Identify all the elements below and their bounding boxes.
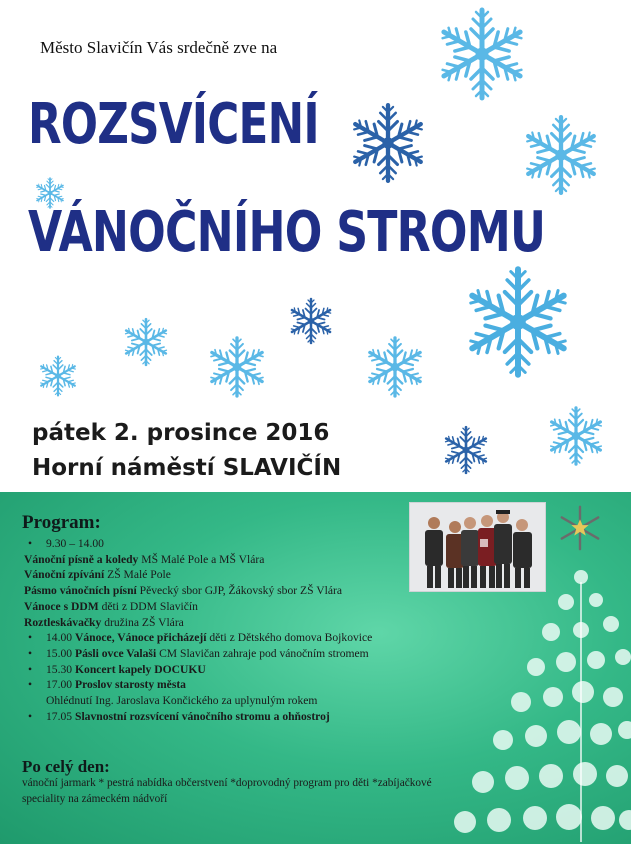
snowflake-icon bbox=[362, 334, 428, 400]
snowflake-icon bbox=[36, 354, 80, 398]
program-item-title: Roztleskávačky bbox=[24, 615, 102, 629]
program-item-text: ZŠ Malé Pole bbox=[104, 568, 171, 582]
program-item-title: Koncert kapely DOCUKU bbox=[75, 662, 206, 676]
allday-heading: Po celý den: bbox=[22, 757, 110, 776]
program-item-title: Slavnostní rozsvícení vánočního stromu a ohňostroj bbox=[75, 709, 330, 723]
list-item bbox=[24, 552, 424, 568]
program-item-text: děti z Dětského domova Bojkovice bbox=[206, 631, 373, 645]
program-time: 17.05 bbox=[46, 709, 73, 723]
program-time: 15.30 bbox=[46, 662, 73, 676]
program-time: 15.00 bbox=[46, 646, 73, 660]
program-item-title: Vánoce s DDM bbox=[24, 599, 99, 613]
program-remembrance: Ohlédnutí Ing. Jaroslava Končického za uplynulým rokem bbox=[46, 694, 318, 708]
bullet-icon: • bbox=[28, 662, 33, 676]
snowflake-icon bbox=[518, 112, 604, 198]
bullet-icon: • bbox=[28, 678, 33, 692]
program-panel bbox=[0, 492, 631, 844]
list-item bbox=[24, 599, 424, 615]
star-icon bbox=[556, 504, 604, 552]
list-item bbox=[24, 567, 424, 583]
program-item-title: Pásli ovce Valaši bbox=[75, 646, 157, 660]
band-photo bbox=[409, 502, 546, 592]
program-heading: Program: bbox=[22, 512, 101, 533]
program-time: 14.00 bbox=[46, 631, 73, 645]
bullet-icon: • bbox=[28, 537, 33, 550]
program-item-text: Pěvecký sbor GJP, Žákovský sbor ZŠ Vlára bbox=[136, 584, 342, 598]
snowflake-icon bbox=[345, 100, 431, 186]
list-item bbox=[24, 677, 424, 693]
list-item bbox=[24, 615, 424, 631]
program-item-title: Vánoce, Vánoce přicházejí bbox=[75, 631, 207, 645]
allday-text bbox=[22, 776, 512, 807]
list-item bbox=[24, 536, 424, 552]
allday-line: vánoční jarmark * pestrá nabídka občerstvení *doprovodný program pro děti *zabíjačkové bbox=[22, 777, 432, 789]
snowflake-icon bbox=[120, 316, 172, 368]
program-item-title: Pásmo vánočních písní bbox=[24, 584, 137, 598]
snowflake-icon bbox=[204, 334, 270, 400]
program-item-text: CM Slavičan zahraje pod vánočním stromem bbox=[156, 646, 369, 660]
program-item-text: družina ZŠ Vlára bbox=[101, 615, 184, 629]
snowflake-icon bbox=[440, 424, 492, 476]
list-item bbox=[24, 630, 424, 646]
list-item bbox=[24, 662, 424, 678]
allday-line: speciality na zámeckém nádvoří bbox=[22, 792, 168, 805]
list-item bbox=[24, 709, 424, 725]
event-date: pátek 2. prosince 2016 bbox=[32, 420, 330, 446]
program-time: 9.30 – 14.00 bbox=[46, 537, 104, 550]
snowflake-icon bbox=[458, 262, 578, 382]
snowflake-icon bbox=[544, 404, 608, 468]
program-item-title: Vánoční písně a koledy bbox=[24, 552, 139, 566]
main-title-line1: ROZSVÍCENÍ bbox=[28, 92, 319, 157]
bullet-icon: • bbox=[28, 646, 33, 660]
event-place: Horní náměstí SLAVIČÍN bbox=[32, 455, 342, 481]
list-item bbox=[24, 583, 424, 599]
program-item-text: MŠ Malé Pole a MŠ Vlára bbox=[138, 552, 265, 566]
snowflake-icon bbox=[286, 296, 336, 346]
invitation-text: Město Slavičín Vás srdečně zve na bbox=[40, 38, 278, 57]
main-title-line2: VÁNOČNÍHO STROMU bbox=[28, 200, 546, 265]
snowflake-icon bbox=[432, 4, 532, 104]
program-time: 17.00 bbox=[46, 678, 73, 692]
program-item-title: Proslov starosty města bbox=[75, 678, 186, 692]
list-item bbox=[24, 646, 424, 662]
program-item-text: děti z DDM Slavičín bbox=[98, 599, 198, 613]
program-list bbox=[24, 536, 424, 724]
program-item-title: Vánoční zpívání bbox=[24, 568, 105, 582]
bullet-icon: • bbox=[28, 631, 33, 645]
bullet-icon: • bbox=[28, 709, 33, 723]
